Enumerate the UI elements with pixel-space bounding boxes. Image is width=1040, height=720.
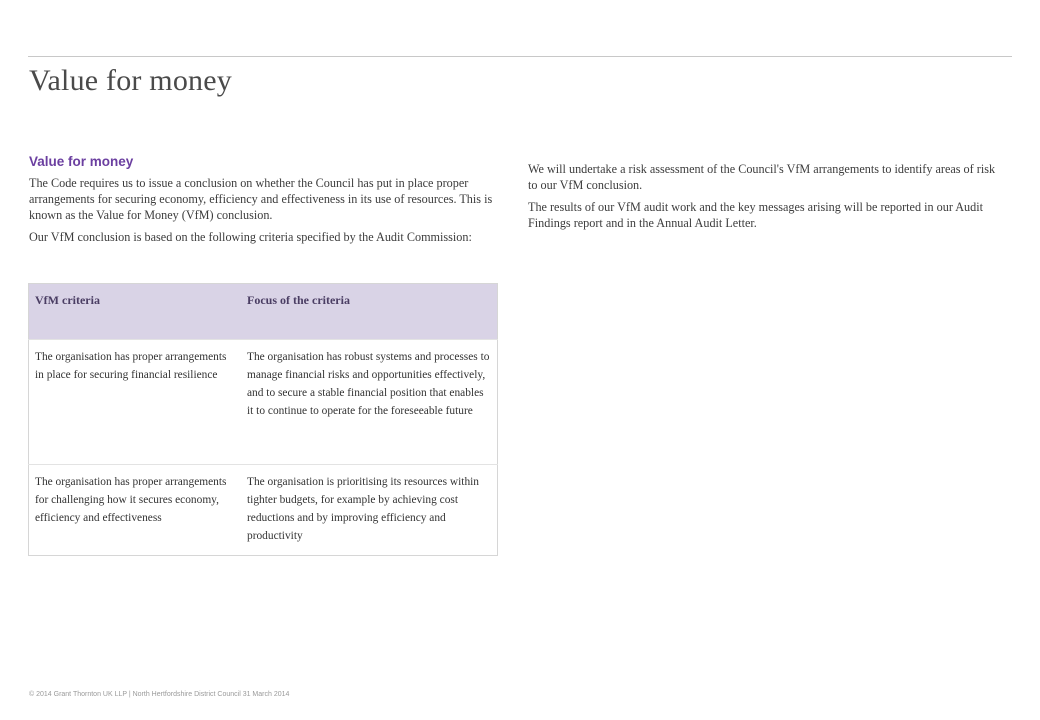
table-row (29, 340, 498, 465)
column-header-criteria: VfM criteria (29, 284, 242, 340)
right-column (528, 161, 998, 237)
intro-paragraph: The Code requires us to issue a conclusion on whether the Council has put in place proper arrangements for securing economy, efficiency and effectiveness in its use of resources. This is known as the Value for Money (VfM) conclusion. (29, 176, 493, 222)
table-row (29, 465, 498, 556)
table-header-row (29, 284, 498, 340)
criteria-intro-paragraph: Our VfM conclusion is based on the following criteria specified by the Audit Commission: (29, 230, 472, 244)
vfm-criteria-table (28, 283, 498, 556)
left-column (29, 154, 497, 251)
table-cell-focus: The organisation is prioritising its resources within tighter budgets, for example by achieving cost reductions and by improving efficiency and productivity (241, 465, 498, 556)
column-header-focus: Focus of the criteria (241, 284, 498, 340)
footer-text: © 2014 Grant Thornton UK LLP | North Hertfordshire District Council 31 March 2014 (29, 691, 290, 698)
table-cell-criteria: The organisation has proper arrangements in place for securing financial resilience (29, 340, 242, 465)
results-paragraph: The results of our VfM audit work and the key messages arising will be reported in our Audit Findings report and in the Annual Audit Letter. (528, 200, 984, 230)
page-title: Value for money (29, 64, 232, 97)
top-divider (28, 56, 1012, 57)
table-cell-criteria: The organisation has proper arrangements for challenging how it secures economy, efficiency and effectiveness (29, 465, 242, 556)
risk-assessment-paragraph: We will undertake a risk assessment of the Council's VfM arrangements to identify areas of risk to our VfM conclusion. (528, 162, 996, 192)
table-cell-focus: The organisation has robust systems and processes to manage financial risks and opportunities effectively, and to secure a stable financial position that enables it to continue to operate for the foreseeable future (241, 340, 498, 465)
section-heading: Value for money (29, 154, 134, 169)
